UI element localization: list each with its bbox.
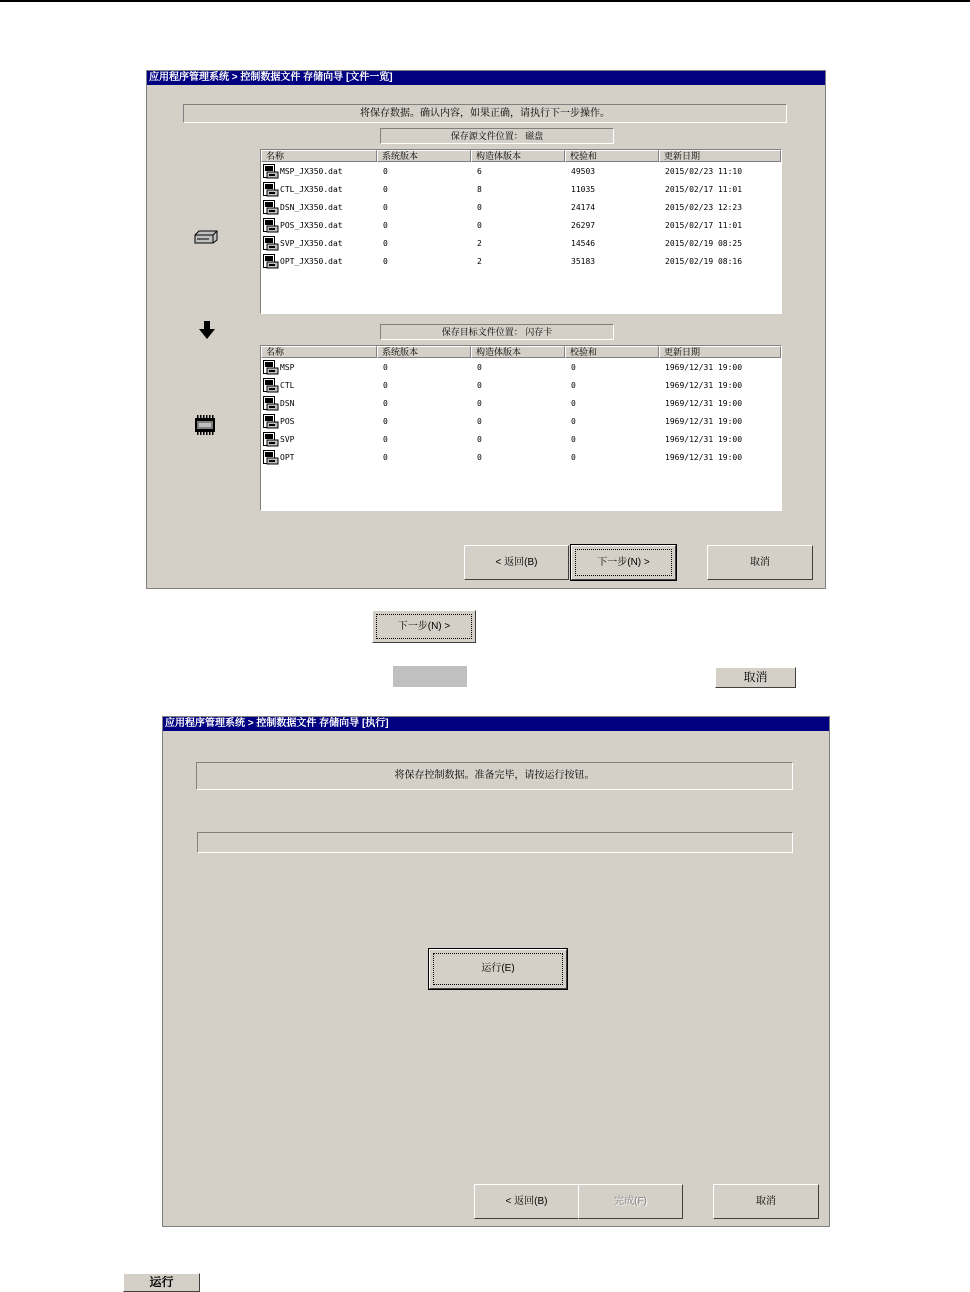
run-button-label: 运行(E) <box>481 963 515 974</box>
file-cell: 26297 <box>571 221 596 230</box>
file-cell: 1969/12/31 19:00 <box>665 453 743 462</box>
file-icon <box>263 182 277 196</box>
finish-button-label: 完成(F) <box>614 1196 647 1207</box>
file-row[interactable] <box>261 431 781 449</box>
file-cell: 0 <box>571 453 576 462</box>
file-cell: 2 <box>477 239 482 248</box>
file-name: OPT <box>280 453 295 462</box>
wizard-dialog-execute <box>162 716 830 1227</box>
file-name: MSP_JX350.dat <box>280 167 343 176</box>
file-name: DSN <box>280 399 295 408</box>
back-button-label: < 返回(B) <box>495 557 538 568</box>
file-cell: 6 <box>477 167 482 176</box>
column-header[interactable]: 系统版本 <box>377 150 471 162</box>
file-icon <box>263 432 277 446</box>
ready-message <box>196 762 793 790</box>
file-cell: 0 <box>383 435 388 444</box>
file-cell: 0 <box>477 399 482 408</box>
file-row[interactable] <box>261 253 781 271</box>
file-cell: 2015/02/19 08:25 <box>665 239 743 248</box>
file-cell: 0 <box>477 435 482 444</box>
file-name: DSN_JX350.dat <box>280 203 343 212</box>
inline-cancel-label: 取消 <box>743 670 768 684</box>
cancel-button[interactable] <box>707 545 813 580</box>
file-name: SVP <box>280 435 295 444</box>
file-cell: 0 <box>383 257 388 266</box>
file-row[interactable] <box>261 181 781 199</box>
file-cell: 1969/12/31 19:00 <box>665 381 743 390</box>
progress-bar <box>197 832 793 853</box>
dialog2-title: 应用程序管理系统 > 控制数据文件 存储向导 [执行] <box>163 717 829 731</box>
file-cell: 0 <box>383 453 388 462</box>
file-cell: 0 <box>383 203 388 212</box>
file-cell: 0 <box>383 417 388 426</box>
source-file-list[interactable] <box>260 149 782 314</box>
file-row[interactable] <box>261 163 781 181</box>
file-cell: 0 <box>571 381 576 390</box>
file-cell: 0 <box>383 239 388 248</box>
file-cell: 1969/12/31 19:00 <box>665 435 743 444</box>
file-cell: 2015/02/17 11:01 <box>665 185 743 194</box>
file-cell: 2015/02/17 11:01 <box>665 221 743 230</box>
file-cell: 49503 <box>571 167 596 176</box>
file-cell: 24174 <box>571 203 596 212</box>
inline-next-button[interactable] <box>372 610 476 643</box>
file-icon <box>263 164 277 178</box>
file-cell: 1969/12/31 19:00 <box>665 399 743 408</box>
cancel-button-label: 取消 <box>750 557 770 568</box>
file-cell: 0 <box>383 381 388 390</box>
file-cell: 2 <box>477 257 482 266</box>
file-name: OPT_JX350.dat <box>280 257 343 266</box>
inline-blank-button <box>393 666 467 687</box>
column-header[interactable]: 构造体版本 <box>471 346 565 358</box>
hard-disk-icon <box>193 229 219 245</box>
target-file-list[interactable] <box>260 345 782 511</box>
inline-run-label: 运行 <box>149 1275 174 1289</box>
page-top-rule <box>0 0 970 2</box>
file-icon <box>263 414 277 428</box>
column-header[interactable]: 名称 <box>261 346 377 358</box>
file-cell: 35183 <box>571 257 596 266</box>
file-name: CTL_JX350.dat <box>280 185 343 194</box>
file-cell: 0 <box>383 363 388 372</box>
file-cell: 11035 <box>571 185 596 194</box>
file-name: CTL <box>280 381 295 390</box>
source-location-label <box>380 128 614 144</box>
column-header[interactable]: 名称 <box>261 150 377 162</box>
file-icon <box>263 236 277 250</box>
file-cell: 0 <box>477 381 482 390</box>
file-cell: 0 <box>383 167 388 176</box>
file-cell: 0 <box>477 417 482 426</box>
source-location-text: 保存源文件位置： 磁盘 <box>450 131 544 141</box>
file-row[interactable] <box>261 199 781 217</box>
file-cell: 0 <box>477 363 482 372</box>
run-button[interactable] <box>429 949 567 989</box>
file-icon <box>263 450 277 464</box>
file-cell: 1969/12/31 19:00 <box>665 417 743 426</box>
file-row[interactable] <box>261 235 781 253</box>
column-header[interactable]: 更新日期 <box>659 150 781 162</box>
file-row[interactable] <box>261 395 781 413</box>
ready-message-text: 将保存控制数据。准备完毕，请按运行按钮。 <box>394 770 595 781</box>
next-button-label: 下一步(N) > <box>597 557 650 568</box>
wizard-dialog-file-list <box>146 70 826 589</box>
file-cell: 14546 <box>571 239 596 248</box>
file-cell: 0 <box>571 399 576 408</box>
file-icon <box>263 396 277 410</box>
cancel-button-2[interactable] <box>713 1184 819 1219</box>
instruction-message <box>183 104 787 123</box>
next-button[interactable] <box>571 545 676 580</box>
column-header[interactable]: 更新日期 <box>659 346 781 358</box>
column-header[interactable]: 校验和 <box>565 150 659 162</box>
back-button-2-label: < 返回(B) <box>505 1196 548 1207</box>
column-header[interactable]: 校验和 <box>565 346 659 358</box>
dialog-title: 应用程序管理系统 > 控制数据文件 存储向导 [文件一览] <box>147 71 825 85</box>
file-icon <box>263 254 277 268</box>
file-cell: 0 <box>383 185 388 194</box>
file-cell: 0 <box>383 399 388 408</box>
cancel-button-2-label: 取消 <box>756 1196 776 1207</box>
file-name: MSP <box>280 363 295 372</box>
file-row[interactable] <box>261 359 781 377</box>
arrow-down-icon <box>198 320 216 340</box>
inline-cancel-button[interactable] <box>715 667 796 688</box>
file-cell: 0 <box>571 417 576 426</box>
flash-card-icon <box>194 415 216 435</box>
file-cell: 8 <box>477 185 482 194</box>
file-cell: 0 <box>571 435 576 444</box>
file-icon <box>263 218 277 232</box>
inline-next-label: 下一步(N) > <box>397 621 451 632</box>
file-cell: 1969/12/31 19:00 <box>665 363 743 372</box>
file-icon <box>263 378 277 392</box>
file-cell: 0 <box>383 221 388 230</box>
back-button[interactable] <box>464 545 569 580</box>
file-cell: 2015/02/19 08:16 <box>665 257 743 266</box>
target-location-label <box>380 324 614 340</box>
file-name: POS_JX350.dat <box>280 221 343 230</box>
file-icon <box>263 360 277 374</box>
file-row[interactable] <box>261 217 781 235</box>
file-cell: 0 <box>571 363 576 372</box>
file-row[interactable] <box>261 413 781 431</box>
column-header[interactable]: 系统版本 <box>377 346 471 358</box>
file-name: SVP_JX350.dat <box>280 239 343 248</box>
finish-button[interactable] <box>578 1184 683 1219</box>
file-cell: 2015/02/23 11:10 <box>665 167 743 176</box>
back-button-2[interactable] <box>474 1184 579 1219</box>
instruction-text: 将保存数据。确认内容，如果正确，请执行下一步操作。 <box>360 108 610 119</box>
column-header[interactable]: 构造体版本 <box>471 150 565 162</box>
file-row[interactable] <box>261 449 781 467</box>
file-cell: 0 <box>477 203 482 212</box>
file-row[interactable] <box>261 377 781 395</box>
target-location-text: 保存目标文件位置： 闪存卡 <box>441 327 553 337</box>
inline-run-button[interactable] <box>123 1273 200 1292</box>
file-cell: 2015/02/23 12:23 <box>665 203 743 212</box>
file-icon <box>263 200 277 214</box>
file-cell: 0 <box>477 221 482 230</box>
file-name: POS <box>280 417 295 426</box>
file-cell: 0 <box>477 453 482 462</box>
